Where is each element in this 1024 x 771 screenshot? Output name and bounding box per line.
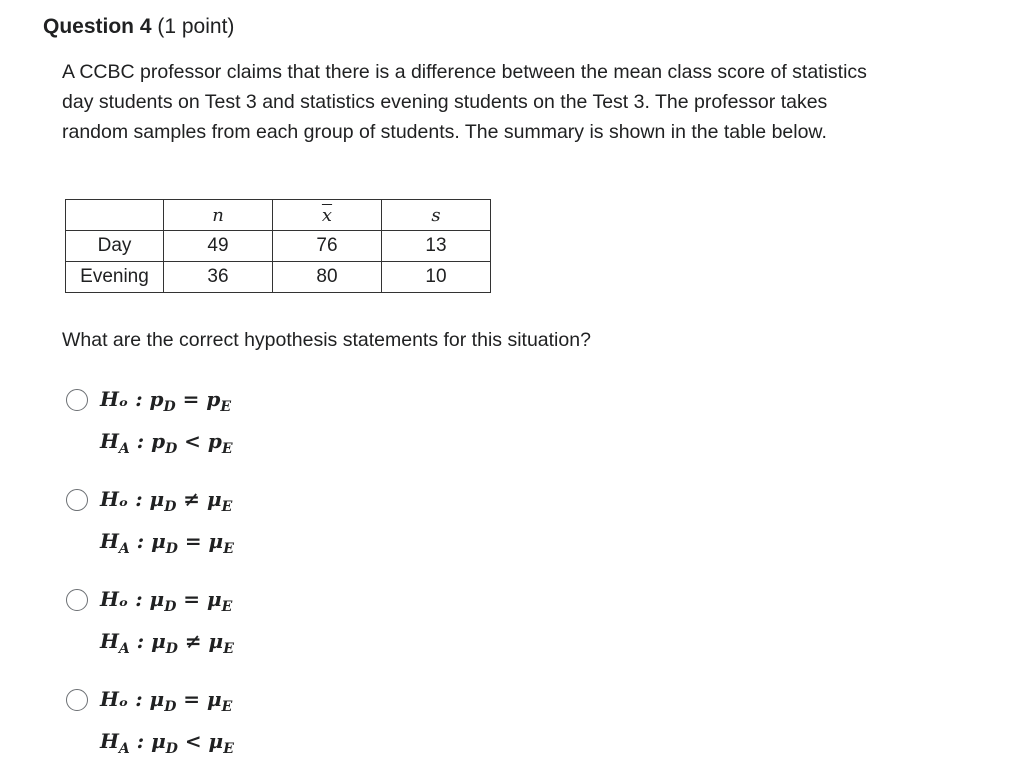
alternative-hypothesis: $H_A$ : $\mu_D \ne \mu_E$ xyxy=(100,629,234,657)
null-hypothesis: Hₒ : $\mu_D \ne \mu_E$ xyxy=(100,487,233,515)
table-header-cell: $\overline{x}$ xyxy=(273,200,382,231)
alternative-hypothesis: $H_A$ : $\mu_D < \mu_E$ xyxy=(100,729,234,757)
hypothesis-pair xyxy=(100,582,234,666)
table-cell: 76 xyxy=(273,231,382,262)
answer-option-1[interactable] xyxy=(66,382,233,466)
table-row xyxy=(66,231,491,262)
table-cell: Day xyxy=(66,231,164,262)
radio-button[interactable] xyxy=(66,689,88,711)
hypothesis-pair xyxy=(100,482,234,566)
alternative-hypothesis: $H_A$ : $\mu_D = \mu_E$ xyxy=(100,529,234,557)
question-points: (1 point) xyxy=(157,15,235,38)
answer-option-3[interactable] xyxy=(66,582,234,666)
question-number: Question 4 xyxy=(43,15,152,38)
answer-option-2[interactable] xyxy=(66,482,234,566)
hypothesis-pair xyxy=(100,682,234,766)
null-hypothesis: Hₒ : $p_D = p_E$ xyxy=(100,387,232,415)
hypothesis-pair xyxy=(100,382,233,466)
table-cell: 49 xyxy=(164,231,273,262)
table-row xyxy=(66,262,491,293)
table-cell: 13 xyxy=(382,231,491,262)
table-header-row xyxy=(66,200,491,231)
radio-button[interactable] xyxy=(66,489,88,511)
radio-button[interactable] xyxy=(66,389,88,411)
table-header-cell: s xyxy=(382,200,491,231)
summary-table xyxy=(65,199,491,293)
question-ask: What are the correct hypothesis statements for this situation? xyxy=(62,329,591,351)
table-cell: Evening xyxy=(66,262,164,293)
table-header-cell: n xyxy=(164,200,273,231)
table-header-cell xyxy=(66,200,164,231)
null-hypothesis: Hₒ : $\mu_D = \mu_E$ xyxy=(100,587,233,615)
alternative-hypothesis: $H_A$ : $p_D < p_E$ xyxy=(100,429,233,457)
table-cell: 10 xyxy=(382,262,491,293)
question-prompt: A CCBC professor claims that there is a difference between the mean class score of statistics day students on Test 3 and statistics evening students on the Test 3. The professor takes random samples from each group of students. The summary is shown in the table below. xyxy=(62,61,867,143)
question-title xyxy=(43,14,234,40)
table-cell: 80 xyxy=(273,262,382,293)
answer-option-4[interactable] xyxy=(66,682,234,766)
null-hypothesis: Hₒ : $\mu_D = \mu_E$ xyxy=(100,687,233,715)
table-cell: 36 xyxy=(164,262,273,293)
radio-button[interactable] xyxy=(66,589,88,611)
